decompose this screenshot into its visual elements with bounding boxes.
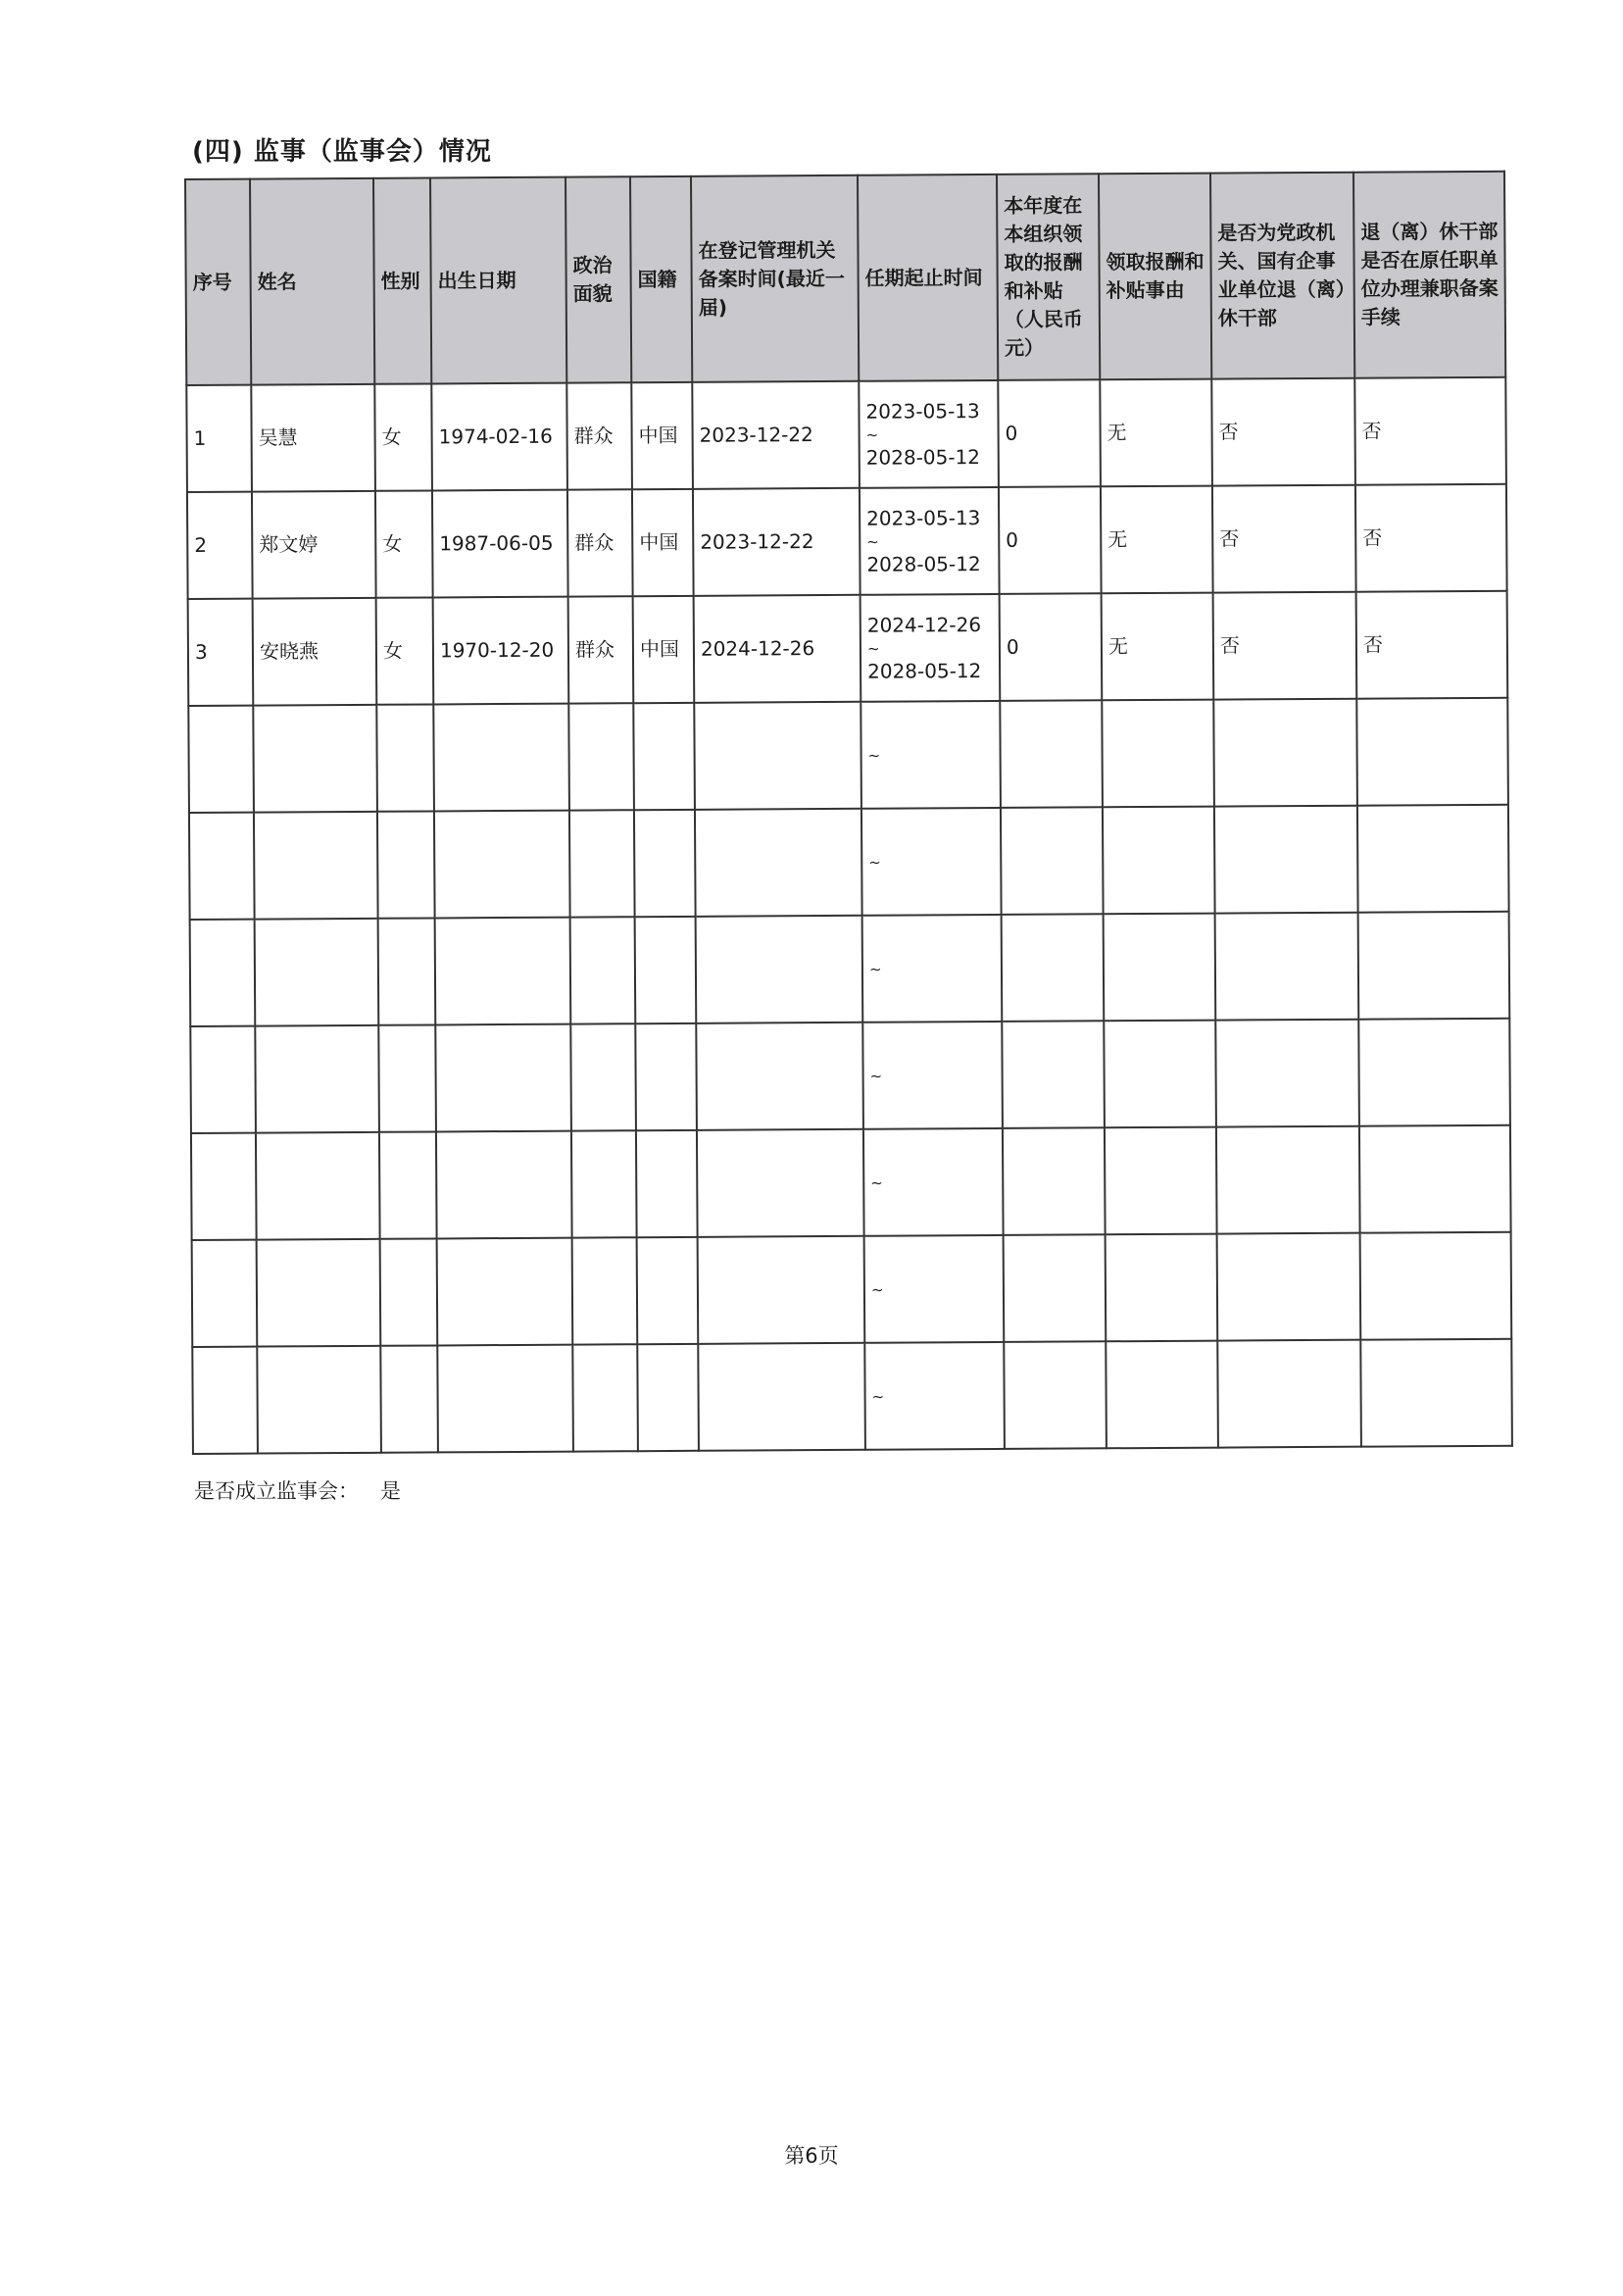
cell-annual-pay: 0	[1000, 593, 1103, 701]
empty-cell	[1106, 1234, 1218, 1342]
empty-cell	[189, 813, 255, 920]
cell-birth-date: 1987-06-05	[432, 490, 568, 598]
empty-cell	[435, 1024, 571, 1132]
empty-cell	[1217, 1233, 1361, 1341]
term-separator: ~	[868, 960, 882, 978]
empty-cell	[377, 811, 435, 918]
cell-gender: 女	[375, 490, 433, 597]
term-end: 2028-05-12	[865, 444, 981, 470]
cell-gender: 女	[376, 597, 434, 704]
empty-cell	[1360, 1232, 1512, 1340]
empty-table-row	[190, 1019, 1510, 1133]
cell-political-status: 群众	[568, 596, 634, 703]
empty-cell	[569, 810, 635, 917]
empty-cell	[1358, 912, 1510, 1020]
cell-retired-filing: 否	[1356, 591, 1508, 699]
cell-registration-date: 2023-12-22	[692, 381, 860, 489]
header-nationality: 国籍	[630, 176, 692, 382]
cell-registration-date: 2023-12-22	[693, 488, 861, 596]
empty-cell	[1001, 807, 1104, 915]
cell-political-status: 群众	[566, 382, 632, 489]
supervisors-table	[184, 171, 1513, 1455]
cell-term	[862, 915, 1003, 1023]
empty-cell	[694, 702, 861, 810]
header-registration-date: 在登记管理机关备案时间(最近一届)	[691, 175, 859, 382]
empty-cell	[634, 810, 696, 917]
header-pay-reason: 领取报酬和补贴事由	[1099, 174, 1211, 380]
cell-birth-date: 1970-12-20	[433, 597, 569, 705]
board-established-label: 是否成立监事会：	[194, 1479, 359, 1503]
empty-cell	[192, 1240, 258, 1347]
empty-cell	[1214, 806, 1358, 914]
cell-term	[863, 1128, 1004, 1236]
cell-term	[859, 380, 999, 488]
empty-cell	[1217, 1340, 1361, 1448]
empty-cell	[378, 918, 436, 1024]
term-separator: ~	[867, 746, 881, 765]
empty-cell	[698, 1236, 865, 1344]
term-separator: ~	[866, 639, 880, 658]
cell-term	[861, 594, 1001, 702]
table-row	[188, 591, 1508, 706]
cell-name: 郑文婷	[252, 491, 376, 599]
empty-cell	[1104, 1021, 1216, 1128]
empty-cell	[1359, 1125, 1511, 1233]
board-established-value: 是	[380, 1479, 401, 1503]
term-separator: ~	[869, 1067, 883, 1085]
cell-nationality: 中国	[633, 596, 695, 703]
empty-cell	[191, 1133, 257, 1240]
empty-cell	[1360, 1339, 1512, 1447]
empty-cell	[1213, 699, 1357, 807]
empty-cell	[1215, 1020, 1359, 1127]
empty-cell	[379, 1131, 437, 1238]
empty-cell	[698, 1343, 865, 1451]
empty-cell	[1000, 700, 1103, 808]
empty-cell	[1358, 1019, 1510, 1126]
empty-cell	[434, 811, 570, 919]
header-is-retired-official: 是否为党政机关、国有企事业单位退（离）休干部	[1210, 173, 1354, 379]
empty-cell	[571, 1130, 637, 1237]
empty-cell	[1102, 700, 1214, 808]
cell-is-retired-official: 否	[1211, 378, 1355, 486]
cell-no: 2	[187, 492, 253, 599]
table-header-row	[185, 172, 1505, 385]
cell-is-retired-official: 否	[1212, 485, 1356, 593]
term-start: 2023-05-13	[866, 505, 981, 530]
cell-birth-date: 1974-02-16	[431, 383, 567, 491]
empty-table-row	[192, 1339, 1512, 1454]
empty-cell	[188, 706, 254, 813]
table-row	[187, 484, 1507, 599]
empty-cell	[436, 1131, 572, 1239]
empty-cell	[1003, 1127, 1106, 1235]
term-separator: ~	[868, 853, 881, 872]
empty-cell	[433, 704, 569, 812]
empty-table-row	[192, 1232, 1512, 1347]
empty-cell	[568, 703, 634, 810]
empty-cell	[1004, 1234, 1107, 1342]
table-row	[186, 377, 1506, 492]
cell-nationality: 中国	[632, 489, 694, 596]
empty-cell	[376, 704, 434, 811]
empty-cell	[253, 705, 377, 813]
term-start: 2024-12-26	[866, 612, 982, 637]
board-established-note	[194, 1475, 422, 1505]
cell-no: 1	[186, 385, 252, 492]
empty-cell	[1002, 914, 1105, 1022]
cell-name: 吴慧	[251, 384, 375, 492]
empty-cell	[572, 1344, 638, 1451]
empty-cell	[572, 1237, 638, 1344]
empty-cell	[256, 1132, 380, 1240]
empty-cell	[1104, 914, 1216, 1022]
empty-cell	[1106, 1341, 1218, 1449]
empty-cell	[697, 1129, 864, 1237]
cell-term	[862, 1022, 1003, 1129]
empty-cell	[1216, 1126, 1360, 1234]
term-separator: ~	[870, 1173, 883, 1192]
cell-pay-reason: 无	[1100, 379, 1212, 487]
empty-cell	[437, 1345, 573, 1453]
empty-cell	[192, 1347, 258, 1454]
cell-is-retired-official: 否	[1213, 592, 1357, 700]
page-number: 第6页	[784, 2144, 839, 2168]
empty-cell	[1004, 1341, 1107, 1449]
empty-cell	[633, 703, 695, 810]
empty-cell	[1357, 805, 1509, 913]
empty-cell	[380, 1345, 438, 1452]
header-name: 姓名	[250, 178, 374, 385]
term-separator: ~	[871, 1387, 885, 1406]
cell-term	[864, 1342, 1005, 1450]
header-birth-date: 出生日期	[430, 177, 566, 384]
empty-cell	[435, 918, 571, 1025]
empty-table-row	[189, 805, 1509, 920]
empty-cell	[254, 812, 378, 920]
empty-cell	[695, 809, 862, 917]
cell-term	[861, 808, 1002, 916]
cell-no: 3	[188, 599, 254, 706]
term-separator: ~	[865, 425, 879, 444]
empty-cell	[1356, 698, 1508, 806]
cell-retired-filing: 否	[1354, 377, 1506, 485]
empty-cell	[570, 917, 636, 1023]
cell-pay-reason: 无	[1101, 486, 1213, 594]
cell-annual-pay: 0	[998, 379, 1101, 487]
empty-table-row	[188, 698, 1508, 813]
cell-registration-date: 2024-12-26	[694, 595, 861, 703]
empty-cell	[255, 1025, 379, 1133]
term-separator: ~	[870, 1280, 884, 1299]
term-separator: ~	[866, 532, 879, 551]
cell-political-status: 群众	[567, 489, 633, 596]
empty-table-row	[190, 912, 1510, 1026]
term-end: 2028-05-12	[866, 551, 981, 576]
cell-term	[861, 701, 1001, 809]
cell-annual-pay: 0	[999, 486, 1102, 594]
empty-cell	[636, 1130, 698, 1237]
term-end: 2028-05-12	[867, 658, 982, 683]
term-start: 2023-05-13	[865, 398, 980, 424]
cell-name: 安晓燕	[253, 598, 377, 706]
header-gender: 性别	[373, 177, 431, 383]
header-annual-pay: 本年度在本组织领取的报酬和补贴（人民币元）	[997, 174, 1100, 380]
empty-cell	[255, 919, 379, 1026]
header-term: 任期起止时间	[858, 175, 998, 381]
empty-cell	[696, 916, 863, 1023]
empty-cell	[257, 1346, 381, 1454]
empty-table-row	[191, 1125, 1511, 1240]
cell-retired-filing: 否	[1355, 484, 1507, 592]
cell-pay-reason: 无	[1102, 593, 1214, 701]
header-political-status: 政治面貌	[566, 176, 631, 382]
empty-cell	[1105, 1127, 1217, 1235]
header-retired-filing: 退（离）休干部是否在原任职单位办理兼职备案手续	[1353, 172, 1505, 378]
empty-cell	[378, 1024, 436, 1131]
cell-term	[864, 1235, 1005, 1343]
empty-cell	[696, 1023, 863, 1130]
empty-cell	[257, 1239, 381, 1347]
empty-cell	[637, 1237, 699, 1344]
empty-cell	[380, 1238, 438, 1345]
empty-cell	[635, 1023, 697, 1130]
cell-gender: 女	[374, 383, 432, 490]
empty-cell	[1103, 807, 1215, 915]
empty-rows	[188, 698, 1512, 1454]
section-title: (四) 监事（监事会）情况	[192, 137, 492, 167]
empty-cell	[190, 920, 256, 1026]
cell-term	[860, 487, 1000, 595]
header-no: 序号	[185, 179, 251, 385]
cell-nationality: 中国	[631, 382, 693, 489]
empty-cell	[570, 1023, 636, 1130]
empty-cell	[190, 1026, 256, 1133]
empty-cell	[437, 1238, 573, 1346]
empty-cell	[635, 917, 697, 1023]
empty-cell	[1002, 1021, 1105, 1128]
empty-cell	[637, 1344, 699, 1451]
empty-cell	[1215, 913, 1359, 1021]
